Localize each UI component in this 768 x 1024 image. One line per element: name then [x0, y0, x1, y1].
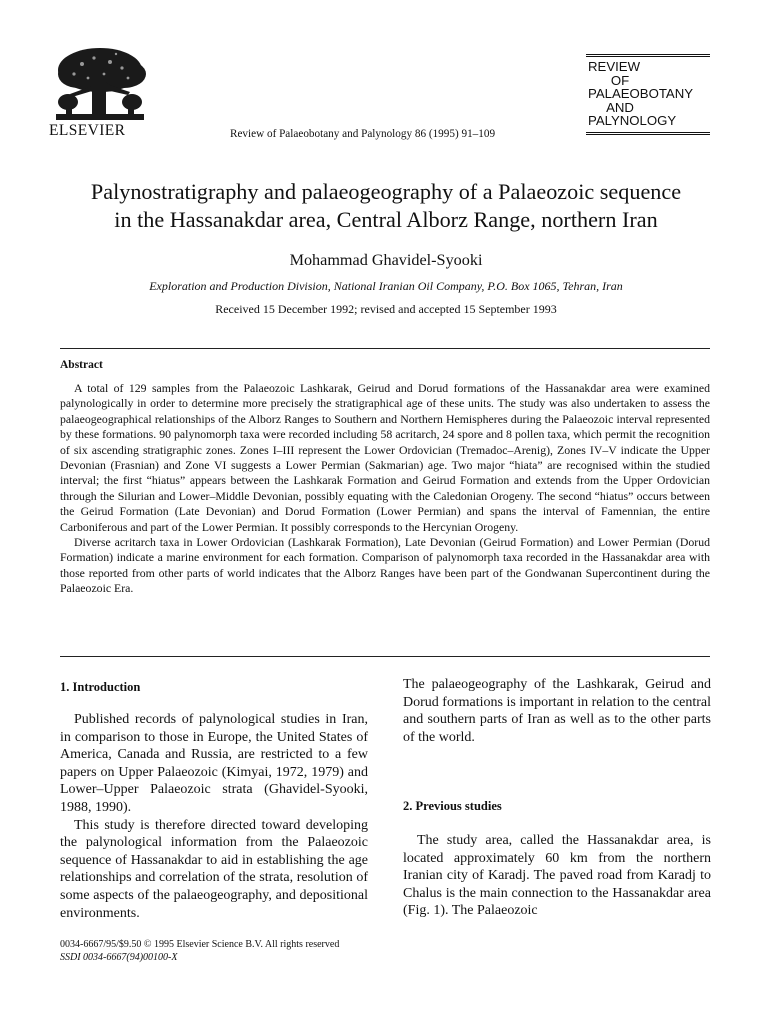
body-paragraph: The palaeogeography of the Lashkarak, Geirud and Dorud formations is important in relation to the central and southern parts of Iran as well as to the other parts of the world. — [403, 677, 711, 745]
abstract-heading: Abstract — [60, 359, 103, 371]
body-paragraph: Published records of palynological studies in Iran, in comparison to those in Europe, the United States of America, Canada and Russia, are restricted to a few papers on Upper Palaeozoic (Kimyai, 1972, 1979) and Lower–Upper Palaeozoic strata (Ghavidel-Syooki, 1988, 1990). — [60, 712, 368, 815]
divider — [60, 656, 710, 657]
left-column — [60, 711, 368, 922]
right-column — [403, 676, 711, 746]
body-paragraph: This study is therefore directed toward developing the palynological information from the Palaeozoic sequence of Hassanakdar to aid in establishing the age relationships and correlation of the strata, resolution of some aspects of the palaeogeography, and depositional environments. — [60, 817, 368, 921]
section-heading-introduction: 1. Introduction — [60, 680, 141, 694]
abstract-body — [60, 381, 710, 597]
author-name: Mohammad Ghavidel-Syooki — [289, 251, 483, 269]
abstract-paragraph: Diverse acritarch taxa in Lower Ordovician (Lashkarak Formation), Late Devonian (Geirud Formation) and Lower Permian (Dorud Formation) indicate a marine environment for each formation. Comparison of palynomorph taxa recorded in the Hassanakdar area with those reported from other parts of world indicates that the Alborz Ranges have been part of the Gondwanan Supercontinent during the Palaeozoic Era. — [60, 535, 710, 596]
article-title-line: Palynostratigraphy and palaeogeography of a Palaeozoic sequence — [90, 179, 682, 204]
article-title — [40, 178, 732, 234]
journal-title-line: PALYNOLOGY — [588, 113, 677, 129]
journal-title-bottom-rule — [586, 132, 710, 136]
divider — [60, 348, 710, 349]
journal-title-line: AND — [606, 99, 634, 115]
abstract-paragraph: A total of 129 samples from the Palaeozoic Lashkarak, Geirud and Dorud formations of the Hassanakdar area were examined palynologically in order to determine more precisely the stratigraphical age of these units. The study was also undertaken to assess the palaeogeographical relationships of the Alborz Ranges to Southern and Northern Hemispheres during the Palaeozoic interval represented by these formations. 90 palynomorph taxa were recorded including 58 acritarch, 24 spore and 8 pollen taxa, which permit the recognition of six ascending stratigraphic zones. Zones I–III represent the Lower Ordovician (Tremadoc–Arenig), Zones IV–V indicate the Upper Devonian (Frasnian) and Zone VI suggests a Lower Permian (Sakmarian) age. Two major “hiata” are recognised within the studied interval; the first “hiatus” appears between the Lashkarak Formation and Geirud Formation and extends from the Upper Ordovician through the Silurian and Lower–Middle Devonian, possibly equating with the Caledonian Orogeny. The second “hiatus” occurs between the Geirud Formation (Late Devonian) and Dorud Formation (Lower Permian) and spans the interval of Famennian, the entire Carboniferous and part of the Lower Permian. It possibly corresponds to the Hercynian Orogeny. — [60, 381, 710, 534]
section-heading-previous-studies: 2. Previous studies — [403, 799, 502, 813]
journal-citation: Review of Palaeobotany and Palynology 86 (1995) 91–109 — [230, 128, 496, 140]
journal-title-top-rule — [586, 54, 710, 58]
right-column-continued — [403, 832, 711, 920]
publisher-name: ELSEVIER — [49, 122, 126, 139]
ssdi-line: SSDI 0034-6667(94)00100-X — [60, 952, 178, 963]
journal-title-line: REVIEW — [588, 59, 641, 74]
elsevier-tree-logo-icon — [48, 44, 152, 126]
copyright-notice — [60, 938, 339, 964]
article-title-line: in the Hassanakdar area, Central Alborz Range, northern Iran — [114, 207, 658, 232]
journal-title — [588, 60, 712, 128]
received-dates: Received 15 December 1992; revised and accepted 15 September 1993 — [215, 302, 557, 316]
journal-title-line: OF — [610, 72, 630, 88]
author-affiliation: Exploration and Production Division, National Iranian Oil Company, P.O. Box 1065, Tehran, Iran — [149, 279, 623, 293]
body-paragraph: The study area, called the Hassanakdar area, is located approximately 60 km from the northern Iranian city of Karadj. The paved road from Karadj to Chalus is the main connection to the Hassanakdar area (Fig. 1). The Palaeozoic — [403, 833, 711, 919]
journal-title-line: PALAEOBOTANY — [588, 86, 694, 102]
copyright-line: 0034-6667/95/$9.50 © 1995 Elsevier Science B.V. All rights reserved — [60, 939, 340, 950]
